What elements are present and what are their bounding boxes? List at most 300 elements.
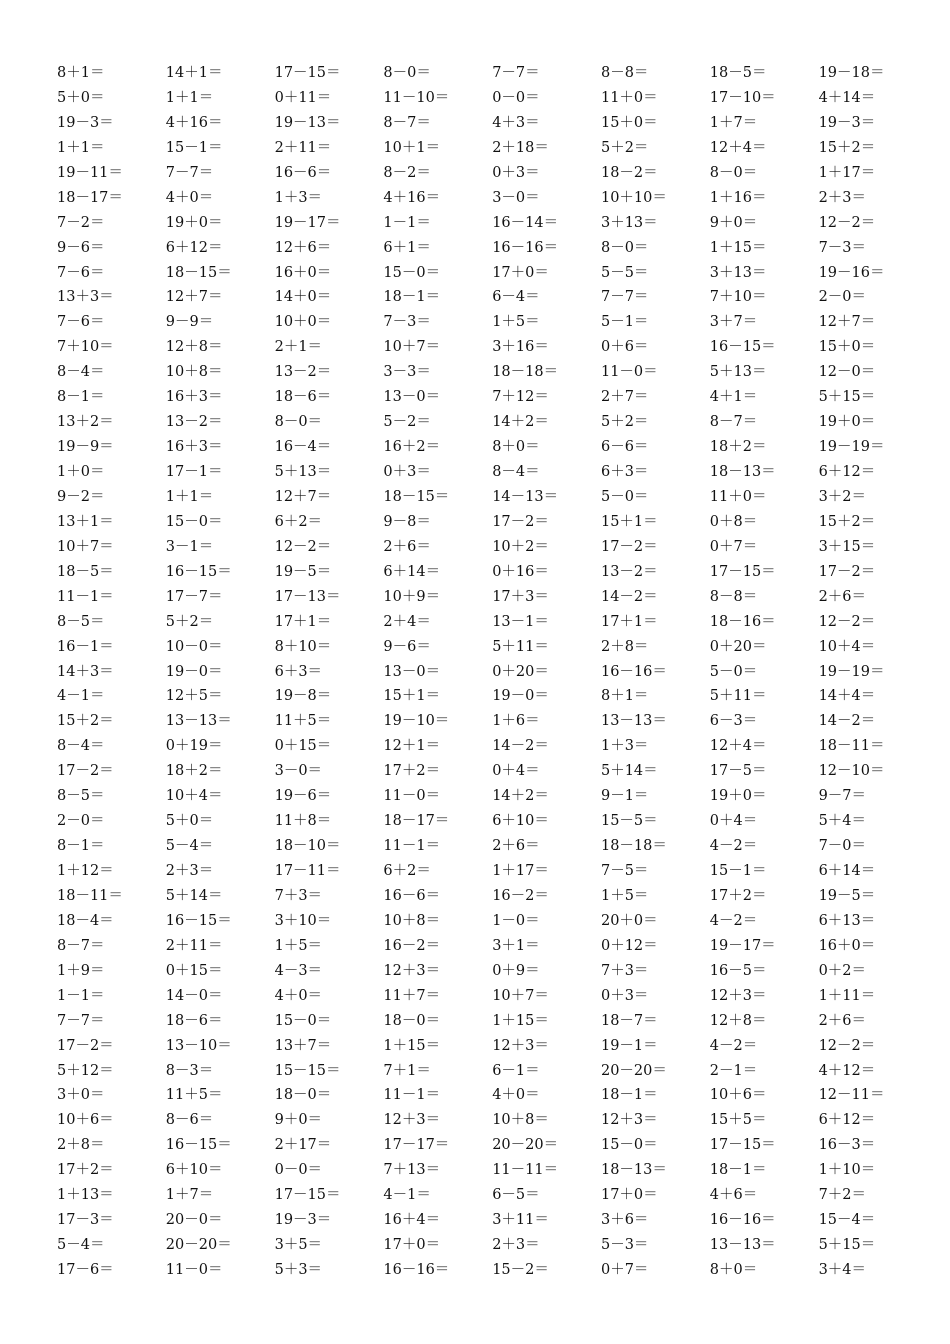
- problem-cell: 18－10＝: [274, 838, 341, 855]
- problem-cell: 18－6＝: [274, 389, 332, 406]
- problem-cell: 8－7＝: [57, 937, 105, 954]
- problem-cell: 7＋12＝: [492, 389, 549, 406]
- problem-cell: 6＋12＝: [818, 464, 876, 480]
- problem-cell: 3＋11＝: [492, 1212, 549, 1229]
- problem-cell: 5＋11＝: [492, 638, 549, 655]
- problem-cell: 4＋12＝: [818, 1062, 876, 1079]
- problem-cell: 16－1＝: [57, 638, 114, 655]
- problem-cell: 14＋2＝: [492, 414, 549, 431]
- problem-cell: 0＋20＝: [709, 638, 767, 655]
- problem-cell: 19－5＝: [818, 887, 876, 904]
- problem-cell: 8－2＝: [383, 164, 431, 181]
- problem-cell: 14＋0＝: [274, 289, 332, 306]
- problem-cell: 1－1＝: [383, 214, 431, 231]
- problem-cell: 19－16＝: [818, 264, 885, 281]
- problem-cell: 8－0＝: [383, 65, 431, 81]
- problem-cell: 6＋13＝: [818, 912, 876, 929]
- problem-cell: 0＋16＝: [492, 563, 549, 580]
- problem-cell: 2＋11＝: [274, 139, 332, 156]
- problem-cell: 20－20＝: [492, 1137, 559, 1154]
- problem-cell: 18－13＝: [709, 464, 776, 480]
- problem-cell: 16－16＝: [709, 1212, 776, 1229]
- problem-cell: 11＋8＝: [274, 813, 332, 830]
- problem-cell: 18－1＝: [600, 1087, 658, 1104]
- problem-cell: 5＋2＝: [165, 613, 214, 630]
- problem-cell: 17－2＝: [600, 538, 658, 555]
- problem-cell: 15－0＝: [600, 1137, 658, 1154]
- problem-cell: 7＋1＝: [383, 1062, 431, 1079]
- problem-cell: 13－10＝: [165, 1037, 232, 1054]
- problem-cell: 10＋9＝: [383, 588, 441, 605]
- problem-cell: 15＋2＝: [818, 513, 876, 530]
- problem-cell: 18－4＝: [57, 912, 114, 929]
- problem-cell: 19－1＝: [600, 1037, 658, 1054]
- problem-cell: 0＋15＝: [165, 962, 223, 979]
- problem-cell: 18－5＝: [709, 65, 767, 81]
- problem-cell: 18－18＝: [492, 364, 559, 381]
- problem-cell: 13＋3＝: [57, 289, 114, 306]
- problem-cell: 1＋7＝: [165, 1187, 214, 1204]
- problem-cell: 20－20＝: [600, 1062, 667, 1079]
- problem-cell: 11＋0＝: [709, 488, 767, 505]
- problem-cell: 4－1＝: [57, 688, 105, 705]
- problem-cell: 13－0＝: [383, 663, 441, 680]
- problem-cell: 12－0＝: [818, 364, 876, 381]
- problem-cell: 4＋0＝: [274, 987, 323, 1004]
- problem-cell: 0－0＝: [274, 1162, 323, 1179]
- problem-cell: 3＋2＝: [818, 488, 867, 505]
- problem-cell: 17－7＝: [165, 588, 223, 605]
- problem-cell: 9－7＝: [818, 788, 867, 805]
- problem-cell: 11－1＝: [383, 1087, 441, 1104]
- problem-cell: 2＋6＝: [383, 538, 431, 555]
- problem-cell: 17＋0＝: [492, 264, 549, 281]
- problem-cell: 7－3＝: [818, 239, 867, 256]
- problem-cell: 1＋1＝: [57, 139, 105, 156]
- problem-cell: 10＋7＝: [492, 987, 549, 1004]
- problem-cell: 0＋2＝: [818, 962, 867, 979]
- problem-cell: 16－14＝: [492, 214, 559, 231]
- problem-cell: 12＋4＝: [709, 738, 767, 755]
- problem-cell: 16－2＝: [492, 887, 549, 904]
- problem-cell: 18－0＝: [274, 1087, 332, 1104]
- problem-cell: 9＋0＝: [274, 1112, 323, 1129]
- problem-cell: 3－0＝: [492, 189, 540, 206]
- problem-cell: 10＋4＝: [165, 788, 223, 805]
- problem-cell: 12－11＝: [818, 1087, 885, 1104]
- problem-grid: [57, 61, 927, 1283]
- problem-cell: 10＋4＝: [818, 638, 876, 655]
- problem-cell: 6＋10＝: [492, 813, 549, 830]
- problem-cell: 0＋7＝: [709, 538, 758, 555]
- problem-cell: 3＋13＝: [709, 264, 767, 281]
- problem-cell: 16－16＝: [600, 663, 667, 680]
- problem-cell: 1＋7＝: [709, 114, 758, 131]
- problem-cell: 2＋6＝: [492, 838, 540, 855]
- problem-cell: 4＋0＝: [165, 189, 214, 206]
- problem-cell: 17－2＝: [492, 513, 549, 530]
- problem-cell: 5＋12＝: [57, 1062, 114, 1079]
- problem-cell: 10＋10＝: [600, 189, 667, 206]
- problem-cell: 19－11＝: [57, 164, 123, 181]
- problem-cell: 14－0＝: [165, 987, 223, 1004]
- problem-cell: 3＋13＝: [600, 214, 658, 231]
- problem-cell: 5＋11＝: [709, 688, 767, 705]
- problem-cell: 19－13＝: [274, 114, 341, 131]
- problem-cell: 3＋10＝: [274, 912, 332, 929]
- problem-cell: 20－0＝: [165, 1212, 223, 1229]
- problem-cell: 16＋0＝: [818, 937, 876, 954]
- problem-cell: 12＋3＝: [383, 1112, 441, 1129]
- problem-cell: 15＋2＝: [57, 713, 114, 730]
- problem-cell: 12＋7＝: [274, 488, 332, 505]
- problem-cell: 5＋15＝: [818, 389, 876, 406]
- problem-cell: 17－6＝: [57, 1262, 114, 1278]
- problem-cell: 6－1＝: [492, 1062, 540, 1079]
- problem-cell: 1＋0＝: [57, 464, 105, 480]
- problem-cell: 3＋0＝: [57, 1087, 105, 1104]
- problem-cell: 16－4＝: [274, 439, 332, 456]
- problem-cell: 12＋3＝: [709, 987, 767, 1004]
- problem-cell: 12－10＝: [818, 763, 885, 780]
- problem-cell: 15－1＝: [165, 139, 223, 156]
- problem-cell: 11－10＝: [383, 89, 450, 106]
- problem-cell: 7－0＝: [818, 838, 867, 855]
- problem-cell: 13＋7＝: [274, 1037, 332, 1054]
- problem-cell: 3＋6＝: [600, 1212, 649, 1229]
- problem-cell: 6＋3＝: [274, 663, 323, 680]
- problem-cell: 18－15＝: [165, 264, 232, 281]
- problem-cell: 1＋12＝: [57, 863, 114, 879]
- problem-cell: 6＋2＝: [383, 863, 431, 879]
- problem-cell: 17＋3＝: [492, 588, 549, 605]
- problem-cell: 4＋16＝: [383, 189, 441, 206]
- problem-cell: 19－8＝: [274, 688, 332, 705]
- problem-cell: 10＋0＝: [274, 314, 332, 331]
- problem-cell: 17－2＝: [57, 1037, 114, 1054]
- problem-cell: 8－7＝: [709, 414, 758, 431]
- problem-cell: 19－3＝: [818, 114, 876, 131]
- problem-cell: 4＋1＝: [709, 389, 758, 406]
- problem-cell: 2＋7＝: [600, 389, 649, 406]
- problem-cell: 13－1＝: [492, 613, 549, 630]
- problem-cell: 3－0＝: [274, 763, 323, 780]
- problem-cell: 3＋16＝: [492, 339, 549, 356]
- problem-cell: 7－7＝: [492, 65, 540, 81]
- problem-cell: 6＋12＝: [818, 1112, 876, 1129]
- problem-cell: 7＋3＝: [600, 962, 649, 979]
- problem-cell: 10＋2＝: [492, 538, 549, 555]
- problem-cell: 17－5＝: [709, 763, 767, 780]
- problem-cell: 13＋2＝: [57, 414, 114, 431]
- problem-cell: 16－15＝: [165, 912, 232, 929]
- problem-cell: 8＋0＝: [492, 439, 540, 456]
- problem-cell: 18－1＝: [383, 289, 441, 306]
- problem-cell: 18－17＝: [57, 189, 123, 206]
- problem-cell: 12－2＝: [818, 613, 876, 630]
- problem-cell: 4－2＝: [709, 912, 758, 929]
- problem-cell: 18－5＝: [57, 563, 114, 580]
- problem-cell: 14＋1＝: [165, 65, 223, 81]
- problem-cell: 5－3＝: [600, 1237, 649, 1254]
- problem-cell: 1＋17＝: [492, 863, 549, 879]
- problem-cell: 19－6＝: [274, 788, 332, 805]
- problem-cell: 19－19＝: [818, 663, 885, 680]
- problem-cell: 9－2＝: [57, 488, 105, 505]
- problem-cell: 13－13＝: [165, 713, 232, 730]
- problem-cell: 14＋4＝: [818, 688, 876, 705]
- problem-cell: 15＋2＝: [818, 139, 876, 156]
- problem-cell: 8－6＝: [165, 1112, 214, 1129]
- problem-cell: 18－0＝: [383, 1012, 441, 1029]
- problem-cell: 14＋2＝: [492, 788, 549, 805]
- problem-cell: 0＋6＝: [600, 339, 649, 356]
- problem-cell: 8－4＝: [492, 464, 540, 480]
- problem-cell: 1＋1＝: [165, 488, 214, 505]
- problem-cell: 17－13＝: [274, 588, 341, 605]
- problem-cell: 1＋15＝: [492, 1012, 549, 1029]
- problem-cell: 18－15＝: [383, 488, 450, 505]
- problem-cell: 8－4＝: [57, 738, 105, 755]
- problem-cell: 1＋11＝: [818, 987, 876, 1004]
- problem-cell: 8－5＝: [57, 788, 105, 805]
- problem-cell: 7－7＝: [57, 1012, 105, 1029]
- problem-cell: 5＋0＝: [165, 813, 214, 830]
- problem-cell: 5＋15＝: [818, 1237, 876, 1254]
- problem-cell: 5＋13＝: [709, 364, 767, 381]
- problem-cell: 16－3＝: [818, 1137, 876, 1154]
- problem-cell: 8＋1＝: [57, 65, 105, 81]
- problem-cell: 9－6＝: [57, 239, 105, 256]
- problem-cell: 12－2＝: [818, 214, 876, 231]
- problem-cell: 19＋0＝: [165, 214, 223, 231]
- problem-cell: 12－2＝: [274, 538, 332, 555]
- problem-cell: 11－1＝: [383, 838, 441, 855]
- problem-cell: 6＋12＝: [165, 239, 223, 256]
- problem-cell: 7－7＝: [165, 164, 214, 181]
- problem-cell: 10＋8＝: [165, 364, 223, 381]
- problem-cell: 2＋3＝: [492, 1237, 540, 1254]
- problem-cell: 12＋3＝: [492, 1037, 549, 1054]
- problem-cell: 9－1＝: [600, 788, 649, 805]
- problem-cell: 14－2＝: [492, 738, 549, 755]
- problem-cell: 15＋1＝: [600, 513, 658, 530]
- problem-cell: 2＋8＝: [57, 1137, 105, 1154]
- problem-cell: 19－10＝: [383, 713, 450, 730]
- problem-cell: 15＋1＝: [383, 688, 441, 705]
- problem-cell: 3＋4＝: [818, 1262, 867, 1278]
- problem-cell: 3＋7＝: [709, 314, 758, 331]
- problem-cell: 20＋0＝: [600, 912, 658, 929]
- problem-cell: 12＋7＝: [818, 314, 876, 331]
- problem-cell: 12＋3＝: [600, 1112, 658, 1129]
- problem-cell: 10＋7＝: [57, 538, 114, 555]
- problem-cell: 11－0＝: [383, 788, 441, 805]
- problem-cell: 19－3＝: [57, 114, 114, 131]
- problem-cell: 1＋16＝: [709, 189, 767, 206]
- problem-cell: 0－0＝: [492, 89, 540, 106]
- problem-cell: 6＋10＝: [165, 1162, 223, 1179]
- problem-cell: 18－6＝: [165, 1012, 223, 1029]
- problem-cell: 18－16＝: [709, 613, 776, 630]
- problem-cell: 2＋6＝: [818, 588, 867, 605]
- problem-cell: 17－15＝: [274, 1187, 341, 1204]
- problem-cell: 15－0＝: [274, 1012, 332, 1029]
- problem-cell: 3－1＝: [165, 538, 214, 555]
- problem-cell: 19＋0＝: [709, 788, 767, 805]
- problem-cell: 10＋8＝: [383, 912, 441, 929]
- problem-cell: 15－4＝: [818, 1212, 876, 1229]
- problem-cell: 9－8＝: [383, 513, 431, 530]
- problem-cell: 2＋11＝: [165, 937, 223, 954]
- problem-cell: 5－4＝: [165, 838, 214, 855]
- problem-cell: 0＋12＝: [600, 937, 658, 954]
- problem-cell: 19－18＝: [818, 65, 885, 81]
- problem-cell: 9－9＝: [165, 314, 214, 331]
- problem-cell: 1＋15＝: [383, 1037, 441, 1054]
- problem-cell: 17＋2＝: [383, 763, 441, 780]
- problem-cell: 16＋3＝: [165, 389, 223, 406]
- problem-cell: 2－0＝: [818, 289, 867, 306]
- problem-cell: 12＋4＝: [709, 139, 767, 156]
- problem-cell: 6＋3＝: [600, 464, 649, 480]
- problem-cell: 17－1＝: [165, 464, 223, 480]
- problem-cell: 4＋3＝: [492, 114, 540, 131]
- problem-cell: 1－0＝: [492, 912, 540, 929]
- problem-cell: 18－1＝: [709, 1162, 767, 1179]
- problem-cell: 10－0＝: [165, 638, 223, 655]
- problem-cell: 18－2＝: [600, 164, 658, 181]
- problem-cell: 4－2＝: [709, 1037, 758, 1054]
- problem-cell: 13－0＝: [383, 389, 441, 406]
- problem-cell: 3＋1＝: [492, 937, 540, 954]
- problem-cell: 2＋6＝: [818, 1012, 867, 1029]
- problem-cell: 17＋1＝: [274, 613, 332, 630]
- problem-cell: 18－11＝: [57, 887, 123, 904]
- problem-cell: 16－15＝: [165, 563, 232, 580]
- problem-cell: 7－3＝: [383, 314, 431, 331]
- problem-cell: 8－0＝: [600, 239, 649, 256]
- problem-cell: 2＋8＝: [600, 638, 649, 655]
- problem-cell: 7－6＝: [57, 314, 105, 331]
- problem-cell: 10＋6＝: [709, 1087, 767, 1104]
- problem-cell: 17＋0＝: [383, 1237, 441, 1254]
- problem-cell: 5＋13＝: [274, 464, 332, 480]
- problem-cell: 5－2＝: [383, 414, 431, 431]
- problem-cell: 8－0＝: [709, 164, 758, 181]
- problem-cell: 8－3＝: [165, 1062, 214, 1079]
- problem-cell: 19＋0＝: [818, 414, 876, 431]
- problem-cell: 16－2＝: [383, 937, 441, 954]
- problem-cell: 16－6＝: [274, 164, 332, 181]
- problem-cell: 15－0＝: [165, 513, 223, 530]
- problem-cell: 17－17＝: [383, 1137, 450, 1154]
- problem-cell: 9＋0＝: [709, 214, 758, 231]
- problem-cell: 17＋1＝: [600, 613, 658, 630]
- problem-cell: 6＋14＝: [383, 563, 441, 580]
- problem-cell: 5＋14＝: [600, 763, 658, 780]
- problem-cell: 0＋8＝: [709, 513, 758, 530]
- problem-cell: 19－3＝: [274, 1212, 332, 1229]
- problem-cell: 8－1＝: [57, 389, 105, 406]
- problem-cell: 1－1＝: [57, 987, 105, 1004]
- problem-cell: 19－19＝: [818, 439, 885, 456]
- problem-cell: 19－17＝: [274, 214, 341, 231]
- problem-cell: 16－15＝: [709, 339, 776, 356]
- problem-cell: 6＋14＝: [818, 863, 876, 879]
- problem-cell: 1＋5＝: [274, 937, 323, 954]
- problem-cell: 19－17＝: [709, 937, 776, 954]
- problem-cell: 12＋7＝: [165, 289, 223, 306]
- problem-cell: 12＋3＝: [383, 962, 441, 979]
- problem-cell: 17－15＝: [709, 563, 776, 580]
- problem-cell: 17－3＝: [57, 1212, 114, 1229]
- problem-cell: 10＋6＝: [57, 1112, 114, 1129]
- problem-cell: 11－0＝: [600, 364, 658, 381]
- problem-cell: 13－2＝: [600, 563, 658, 580]
- problem-cell: 4＋6＝: [709, 1187, 758, 1204]
- problem-cell: 13－2＝: [165, 414, 223, 431]
- problem-cell: 16＋2＝: [383, 439, 441, 456]
- problem-cell: 9－6＝: [383, 638, 431, 655]
- problem-cell: 0＋19＝: [165, 738, 223, 755]
- problem-cell: 7－5＝: [600, 863, 649, 879]
- problem-cell: 14－13＝: [492, 488, 559, 505]
- problem-cell: 8－7＝: [383, 114, 431, 131]
- problem-cell: 0＋4＝: [492, 763, 540, 780]
- problem-cell: 17－2＝: [57, 763, 114, 780]
- problem-cell: 2－1＝: [709, 1062, 758, 1079]
- problem-cell: 12＋1＝: [383, 738, 441, 755]
- problem-cell: 6－6＝: [600, 439, 649, 456]
- problem-cell: 7＋2＝: [818, 1187, 867, 1204]
- problem-cell: 7＋10＝: [709, 289, 767, 306]
- problem-cell: 12－2＝: [818, 1037, 876, 1054]
- problem-cell: 16－16＝: [383, 1262, 450, 1278]
- problem-cell: 0＋3＝: [383, 464, 431, 480]
- problem-cell: 0＋3＝: [492, 164, 540, 181]
- problem-cell: 19－5＝: [274, 563, 332, 580]
- problem-cell: 0＋3＝: [600, 987, 649, 1004]
- problem-cell: 0＋15＝: [274, 738, 332, 755]
- problem-cell: 11－11＝: [492, 1162, 559, 1179]
- problem-cell: 7－2＝: [57, 214, 105, 231]
- problem-cell: 17＋2＝: [57, 1162, 114, 1179]
- problem-cell: 15＋5＝: [709, 1112, 767, 1129]
- problem-cell: 5－0＝: [600, 488, 649, 505]
- problem-cell: 0＋7＝: [600, 1262, 649, 1278]
- problem-cell: 17－15＝: [709, 1137, 776, 1154]
- problem-cell: 1＋1＝: [165, 89, 214, 106]
- problem-cell: 1＋13＝: [57, 1187, 114, 1204]
- problem-cell: 5＋14＝: [165, 887, 223, 904]
- problem-cell: 14－2＝: [818, 713, 876, 730]
- problem-cell: 19－0＝: [165, 663, 223, 680]
- problem-cell: 0＋4＝: [709, 813, 758, 830]
- problem-cell: 7－7＝: [600, 289, 649, 306]
- problem-cell: 1＋9＝: [57, 962, 105, 979]
- problem-cell: 4＋14＝: [818, 89, 876, 106]
- problem-cell: 12＋5＝: [165, 688, 223, 705]
- problem-cell: 5－5＝: [600, 264, 649, 281]
- problem-cell: 4＋16＝: [165, 114, 223, 131]
- problem-cell: 10＋7＝: [383, 339, 441, 356]
- problem-cell: 4－3＝: [274, 962, 323, 979]
- problem-cell: 1＋15＝: [709, 239, 767, 256]
- problem-cell: 5＋2＝: [600, 139, 649, 156]
- problem-cell: 8－4＝: [57, 364, 105, 381]
- problem-cell: 13＋1＝: [57, 513, 114, 530]
